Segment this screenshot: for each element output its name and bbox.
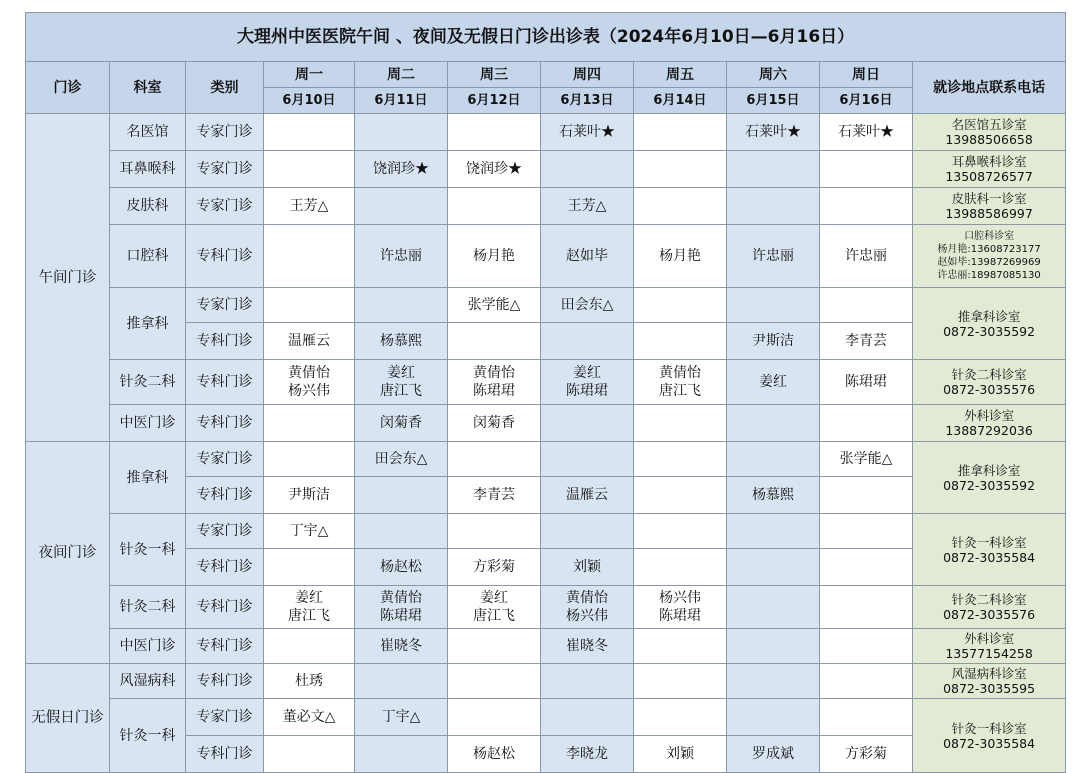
- doctor-cell: [448, 699, 541, 736]
- doctor-cell: [727, 549, 820, 586]
- type-cell: 专家门诊: [186, 514, 264, 549]
- doctor-name: 方彩菊: [473, 559, 515, 575]
- doctor-name: 唐江飞: [380, 383, 422, 399]
- doctor-cell: [820, 442, 913, 477]
- table-row: [26, 586, 1066, 629]
- doctor-cell: [541, 629, 634, 664]
- doctor-cell: [264, 151, 355, 188]
- doctor-cell: [355, 514, 448, 549]
- doctor-cell: [448, 514, 541, 549]
- contact-line: 皮肤科一诊室: [951, 191, 1027, 206]
- doctor-cell: [727, 442, 820, 477]
- table-row: [26, 360, 1066, 405]
- doctor-cell: [541, 664, 634, 699]
- doctor-cell: [820, 477, 913, 514]
- doctor-cell: [541, 188, 634, 225]
- type-cell: 专科门诊: [186, 549, 264, 586]
- header-date: 6月12日: [448, 88, 541, 114]
- doctor-name: 石莱叶★: [559, 124, 615, 140]
- contact-line: 针灸一科诊室: [951, 720, 1027, 736]
- doctor-name: 饶润珍★: [373, 161, 429, 177]
- doctor-name: 石莱叶★: [838, 124, 894, 140]
- doctor-cell: [727, 188, 820, 225]
- doctor-name: 姜红: [573, 365, 601, 381]
- doctor-name: 张学能△: [467, 297, 521, 313]
- contact-line: 13988586997: [945, 206, 1033, 221]
- contact-line: 杨月艳:13608723177: [937, 244, 1041, 255]
- doctor-cell: [448, 549, 541, 586]
- dept-cell: 针灸二科: [110, 360, 186, 405]
- doctor-cell: [541, 549, 634, 586]
- doctor-name: 李青芸: [845, 333, 887, 349]
- doctor-cell: [727, 405, 820, 442]
- doctor-cell: [727, 699, 820, 736]
- doctor-name: 杨兴伟: [566, 608, 608, 624]
- doctor-name: 许忠丽: [380, 248, 422, 264]
- contact-line: 0872-3035576: [943, 607, 1036, 622]
- doctor-cell: [541, 699, 634, 736]
- contact-line: 耳鼻喉科诊室: [951, 154, 1027, 169]
- doctor-cell: [448, 442, 541, 477]
- doctor-cell: [355, 360, 448, 405]
- doctor-name: 崔晓冬: [380, 638, 422, 654]
- contact-line: 推拿科诊室: [957, 308, 1021, 324]
- doctor-cell: [541, 360, 634, 405]
- doctor-name: 陈珺珺: [473, 383, 515, 399]
- doctor-cell: [820, 288, 913, 323]
- doctor-name: 杨慕熙: [380, 333, 422, 349]
- doctor-cell: [264, 549, 355, 586]
- type-cell: 专科门诊: [186, 360, 264, 405]
- doctor-cell: [355, 586, 448, 629]
- doctor-name: 许忠丽: [845, 248, 887, 264]
- type-cell: 专家门诊: [186, 288, 264, 323]
- doctor-cell: [820, 151, 913, 188]
- doctor-cell: [448, 629, 541, 664]
- contact-line: 13508726577: [945, 169, 1033, 184]
- doctor-cell: [355, 114, 448, 151]
- doctor-cell: [634, 736, 727, 773]
- doctor-name: 温雁云: [566, 487, 608, 503]
- doctor-cell: [355, 549, 448, 586]
- doctor-cell: [541, 288, 634, 323]
- doctor-name: 姜红: [387, 365, 415, 381]
- dept-cell: 中医门诊: [110, 405, 186, 442]
- table-row: [26, 225, 1066, 288]
- doctor-name: 唐江飞: [473, 608, 515, 624]
- doctor-cell: [820, 586, 913, 629]
- contact-line: 针灸一科诊室: [951, 534, 1027, 550]
- doctor-cell: [541, 586, 634, 629]
- contact-cell: [913, 225, 1066, 288]
- doctor-cell: [264, 405, 355, 442]
- type-cell: 专家门诊: [186, 699, 264, 736]
- doctor-cell: [634, 664, 727, 699]
- doctor-name: 杨月艳: [659, 248, 701, 264]
- header-date: 6月16日: [820, 88, 913, 114]
- page-title: 大理州中医医院午间 、夜间及无假日门诊出诊表（2024年6月10日—6月16日）: [26, 13, 1066, 62]
- doctor-cell: [727, 586, 820, 629]
- doctor-cell: [264, 225, 355, 288]
- doctor-cell: [727, 360, 820, 405]
- section-label-noon: 午间门诊: [26, 114, 110, 442]
- doctor-name: 李晓龙: [566, 746, 608, 762]
- doctor-cell: [355, 225, 448, 288]
- doctor-cell: [727, 629, 820, 664]
- doctor-cell: [355, 664, 448, 699]
- contact-cell: [913, 586, 1066, 629]
- doctor-cell: [727, 225, 820, 288]
- doctor-cell: [448, 288, 541, 323]
- doctor-name: 杨月艳: [473, 248, 515, 264]
- doctor-name: 闵菊香: [473, 415, 515, 431]
- doctor-cell: [820, 225, 913, 288]
- doctor-cell: [448, 586, 541, 629]
- contact-cell: [913, 188, 1066, 225]
- doctor-cell: [264, 288, 355, 323]
- doctor-cell: [355, 405, 448, 442]
- dept-cell: 名医馆: [110, 114, 186, 151]
- contact-line: 推拿科诊室: [957, 462, 1021, 478]
- type-cell: 专科门诊: [186, 477, 264, 514]
- doctor-cell: [264, 586, 355, 629]
- table-row: [26, 629, 1066, 664]
- doctor-name: 陈珺珺: [566, 383, 608, 399]
- doctor-cell: [820, 323, 913, 360]
- doctor-cell: [727, 323, 820, 360]
- doctor-cell: [448, 188, 541, 225]
- table-row: [26, 188, 1066, 225]
- header-weekday: 周四: [541, 62, 634, 88]
- contact-line: 0872-3035595: [943, 681, 1036, 696]
- schedule-table: [25, 12, 1066, 773]
- type-cell: 专科门诊: [186, 629, 264, 664]
- doctor-name: 王芳△: [567, 198, 607, 214]
- contact-cell: [913, 360, 1066, 405]
- doctor-cell: [820, 629, 913, 664]
- doctor-name: 董必文△: [282, 709, 336, 725]
- doctor-cell: [727, 477, 820, 514]
- doctor-cell: [264, 629, 355, 664]
- doctor-name: 石莱叶★: [745, 124, 801, 140]
- doctor-cell: [541, 736, 634, 773]
- header-type: 类别: [186, 62, 264, 114]
- schedule-table-wrapper: [25, 12, 1065, 773]
- doctor-cell: [727, 736, 820, 773]
- contact-cell: [913, 405, 1066, 442]
- doctor-cell: [448, 225, 541, 288]
- header-weekday: 周六: [727, 62, 820, 88]
- doctor-cell: [264, 699, 355, 736]
- doctor-cell: [634, 699, 727, 736]
- contact-line: 赵如毕:13987269969: [937, 257, 1041, 268]
- doctor-name: 刘颖: [573, 559, 601, 575]
- doctor-cell: [634, 629, 727, 664]
- doctor-name: 李青芸: [473, 487, 515, 503]
- doctor-cell: [264, 360, 355, 405]
- contact-line: 13887292036: [945, 423, 1033, 438]
- doctor-name: 姜红: [480, 590, 508, 606]
- doctor-cell: [541, 225, 634, 288]
- header-weekday: 周日: [820, 62, 913, 88]
- contact-line: 0872-3035584: [943, 735, 1036, 751]
- doctor-cell: [634, 405, 727, 442]
- doctor-cell: [448, 114, 541, 151]
- contact-line: 针灸二科诊室: [951, 592, 1027, 607]
- header-date: 6月14日: [634, 88, 727, 114]
- table-row: [26, 699, 1066, 736]
- doctor-name: 杜琇: [295, 673, 323, 689]
- doctor-name: 黄倩怡: [659, 365, 701, 381]
- type-cell: 专科门诊: [186, 664, 264, 699]
- doctor-cell: [355, 442, 448, 477]
- doctor-cell: [634, 360, 727, 405]
- doctor-cell: [448, 477, 541, 514]
- dept-cell: 中医门诊: [110, 629, 186, 664]
- table-row: [26, 288, 1066, 323]
- dept-cell: 推拿科: [110, 288, 186, 360]
- doctor-cell: [264, 188, 355, 225]
- doctor-cell: [820, 405, 913, 442]
- doctor-name: 方彩菊: [845, 746, 887, 762]
- doctor-name: 唐江飞: [288, 608, 330, 624]
- doctor-name: 田会东△: [374, 451, 428, 467]
- doctor-cell: [727, 514, 820, 549]
- contact-line: 外科诊室: [964, 408, 1015, 423]
- doctor-name: 张学能△: [839, 451, 893, 467]
- doctor-cell: [820, 188, 913, 225]
- doctor-name: 赵如毕: [566, 248, 608, 264]
- doctor-cell: [448, 360, 541, 405]
- doctor-cell: [355, 151, 448, 188]
- header-date: 6月13日: [541, 88, 634, 114]
- doctor-cell: [264, 442, 355, 477]
- doctor-cell: [820, 699, 913, 736]
- doctor-name: 黄倩怡: [473, 365, 515, 381]
- doctor-cell: [541, 114, 634, 151]
- doctor-cell: [355, 477, 448, 514]
- doctor-cell: [820, 360, 913, 405]
- doctor-cell: [634, 323, 727, 360]
- doctor-name: 王芳△: [289, 198, 329, 214]
- doctor-name: 尹斯洁: [752, 333, 794, 349]
- doctor-cell: [264, 114, 355, 151]
- doctor-name: 陈珺珺: [845, 374, 887, 390]
- contact-cell: [913, 114, 1066, 151]
- contact-line: 0872-3035592: [943, 477, 1036, 493]
- doctor-cell: [355, 188, 448, 225]
- contact-line: 0872-3035592: [943, 323, 1036, 339]
- contact-cell: [913, 288, 1066, 360]
- doctor-cell: [820, 549, 913, 586]
- header-clinic: 门诊: [26, 62, 110, 114]
- dept-cell: 针灸一科: [110, 514, 186, 586]
- header-weekday: 周五: [634, 62, 727, 88]
- doctor-cell: [727, 151, 820, 188]
- type-cell: 专家门诊: [186, 188, 264, 225]
- type-cell: 专家门诊: [186, 151, 264, 188]
- doctor-cell: [541, 151, 634, 188]
- header-weekday: 周三: [448, 62, 541, 88]
- dept-cell: 风湿病科: [110, 664, 186, 699]
- doctor-name: 丁宇△: [289, 523, 329, 539]
- table-row: [26, 151, 1066, 188]
- doctor-name: 唐江飞: [659, 383, 701, 399]
- doctor-cell: [634, 549, 727, 586]
- table-row: [26, 442, 1066, 477]
- doctor-cell: [634, 114, 727, 151]
- doctor-cell: [264, 323, 355, 360]
- doctor-cell: [634, 442, 727, 477]
- doctor-cell: [634, 151, 727, 188]
- dept-cell: 针灸一科: [110, 699, 186, 773]
- type-cell: 专科门诊: [186, 586, 264, 629]
- doctor-name: 饶润珍★: [466, 161, 522, 177]
- contact-cell: [913, 664, 1066, 699]
- table-row: [26, 514, 1066, 549]
- doctor-cell: [541, 405, 634, 442]
- contact-line: 针灸二科诊室: [951, 367, 1027, 382]
- doctor-cell: [264, 514, 355, 549]
- doctor-name: 闵菊香: [380, 415, 422, 431]
- contact-line: 口腔科诊室: [964, 231, 1015, 242]
- section-label-holiday: 无假日门诊: [26, 664, 110, 773]
- contact-cell: [913, 699, 1066, 773]
- type-cell: 专科门诊: [186, 323, 264, 360]
- header-date: 6月15日: [727, 88, 820, 114]
- doctor-name: 田会东△: [560, 297, 614, 313]
- doctor-cell: [541, 477, 634, 514]
- contact-line: 许忠丽:18987085130: [937, 270, 1041, 281]
- doctor-name: 姜红: [759, 374, 787, 390]
- doctor-cell: [820, 514, 913, 549]
- contact-line: 风湿病科诊室: [951, 666, 1027, 681]
- doctor-cell: [727, 114, 820, 151]
- header-weekday: 周一: [264, 62, 355, 88]
- doctor-name: 陈珺珺: [380, 608, 422, 624]
- type-cell: 专家门诊: [186, 114, 264, 151]
- section-label-night: 夜间门诊: [26, 442, 110, 664]
- doctor-cell: [727, 288, 820, 323]
- doctor-cell: [634, 288, 727, 323]
- doctor-name: 崔晓冬: [566, 638, 608, 654]
- doctor-name: 黄倩怡: [288, 365, 330, 381]
- contact-cell: [913, 629, 1066, 664]
- type-cell: 专家门诊: [186, 442, 264, 477]
- doctor-cell: [634, 225, 727, 288]
- table-row: [26, 664, 1066, 699]
- contact-line: 0872-3035584: [943, 549, 1036, 565]
- dept-cell: 推拿科: [110, 442, 186, 514]
- doctor-cell: [448, 323, 541, 360]
- doctor-name: 许忠丽: [752, 248, 794, 264]
- doctor-name: 杨赵松: [473, 746, 515, 762]
- doctor-cell: [634, 586, 727, 629]
- doctor-name: 黄倩怡: [566, 590, 608, 606]
- doctor-name: 尹斯洁: [288, 487, 330, 503]
- doctor-name: 陈珺珺: [659, 608, 701, 624]
- doctor-cell: [541, 514, 634, 549]
- doctor-cell: [448, 736, 541, 773]
- doctor-cell: [634, 514, 727, 549]
- doctor-name: 杨赵松: [380, 559, 422, 575]
- doctor-cell: [634, 477, 727, 514]
- type-cell: 专科门诊: [186, 225, 264, 288]
- contact-cell: [913, 151, 1066, 188]
- dept-cell: 针灸二科: [110, 586, 186, 629]
- type-cell: 专科门诊: [186, 736, 264, 773]
- doctor-name: 杨慕熙: [752, 487, 794, 503]
- doctor-cell: [541, 442, 634, 477]
- doctor-cell: [448, 664, 541, 699]
- doctor-cell: [264, 736, 355, 773]
- contact-line: 13577154258: [945, 646, 1033, 661]
- header-contact: 就诊地点联系电话: [913, 62, 1066, 114]
- contact-cell: [913, 442, 1066, 514]
- contact-line: 0872-3035576: [943, 382, 1036, 397]
- doctor-name: 黄倩怡: [380, 590, 422, 606]
- contact-line: 外科诊室: [964, 631, 1015, 646]
- doctor-cell: [355, 288, 448, 323]
- doctor-name: 刘颖: [666, 746, 694, 762]
- doctor-cell: [727, 664, 820, 699]
- doctor-cell: [634, 188, 727, 225]
- header-date: 6月10日: [264, 88, 355, 114]
- doctor-cell: [448, 405, 541, 442]
- table-row: [26, 114, 1066, 151]
- contact-cell: [913, 514, 1066, 586]
- contact-line: 13988506658: [945, 132, 1033, 147]
- doctor-cell: [264, 477, 355, 514]
- doctor-cell: [448, 151, 541, 188]
- header-weekday: 周二: [355, 62, 448, 88]
- doctor-cell: [541, 323, 634, 360]
- header-dept: 科室: [110, 62, 186, 114]
- doctor-cell: [264, 664, 355, 699]
- doctor-cell: [355, 699, 448, 736]
- dept-cell: 耳鼻喉科: [110, 151, 186, 188]
- doctor-cell: [355, 736, 448, 773]
- doctor-cell: [820, 736, 913, 773]
- dept-cell: 皮肤科: [110, 188, 186, 225]
- type-cell: 专科门诊: [186, 405, 264, 442]
- doctor-cell: [820, 114, 913, 151]
- doctor-cell: [355, 629, 448, 664]
- doctor-name: 杨兴伟: [659, 590, 701, 606]
- table-row: [26, 405, 1066, 442]
- header-date: 6月11日: [355, 88, 448, 114]
- doctor-name: 杨兴伟: [288, 383, 330, 399]
- doctor-name: 丁宇△: [381, 709, 421, 725]
- doctor-cell: [355, 323, 448, 360]
- contact-line: 名医馆五诊室: [951, 117, 1027, 132]
- doctor-cell: [820, 664, 913, 699]
- doctor-name: 罗成斌: [752, 746, 794, 762]
- doctor-name: 温雁云: [288, 333, 330, 349]
- doctor-name: 姜红: [295, 590, 323, 606]
- dept-cell: 口腔科: [110, 225, 186, 288]
